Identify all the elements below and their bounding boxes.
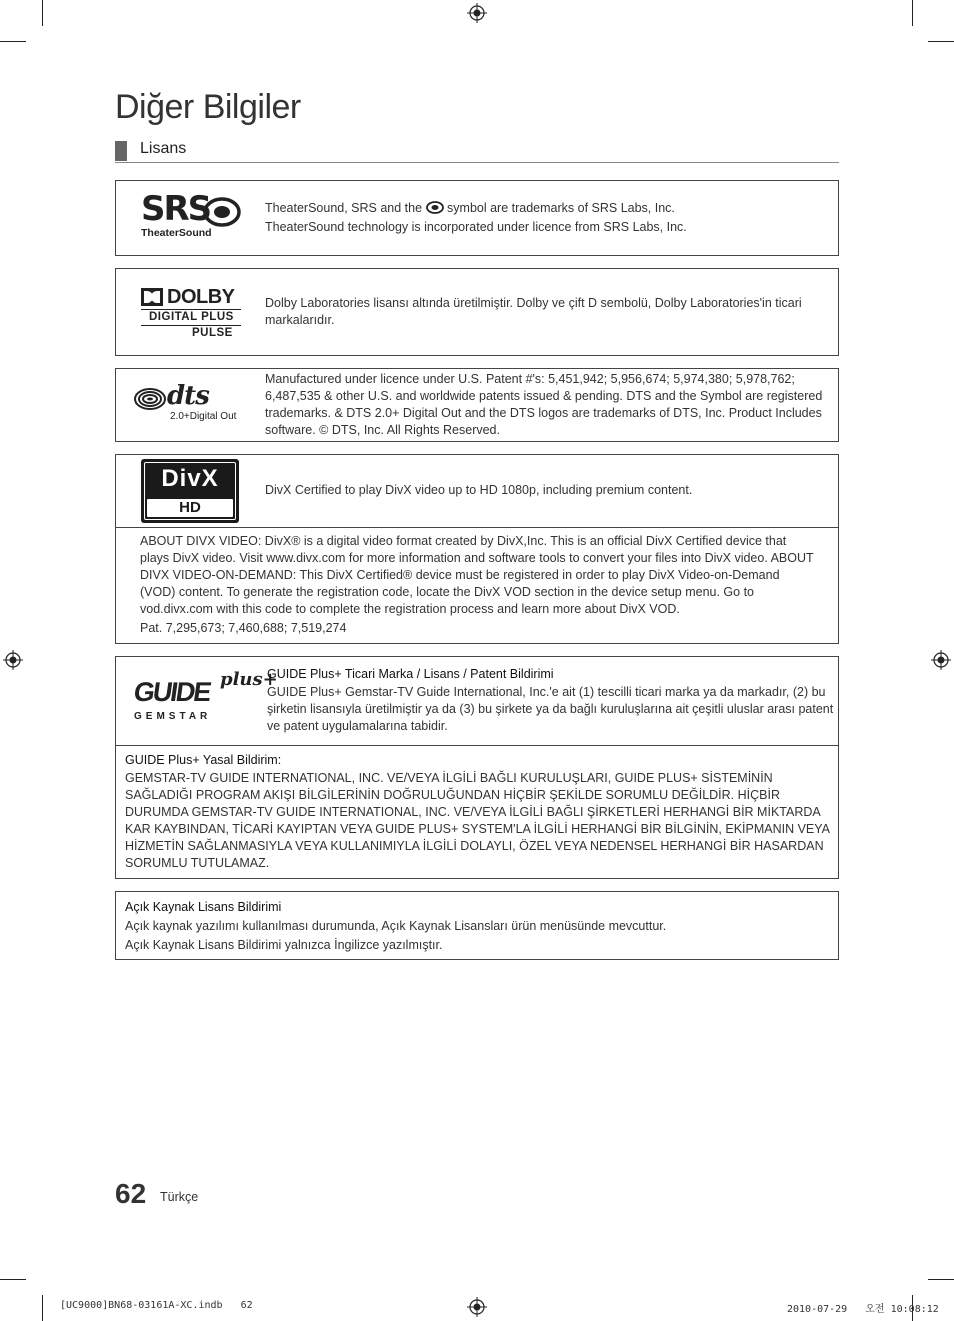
section-header xyxy=(115,140,839,163)
crop-mark xyxy=(0,41,26,42)
dolby-logo-line3: PULSE xyxy=(192,327,233,339)
srs-line2: TheaterSound technology is incorporated under licence from SRS Labs, Inc. xyxy=(265,220,687,234)
registration-mark-icon xyxy=(467,3,487,23)
print-slug-right: 2010-07-29 오전 10:08:12 xyxy=(787,1304,939,1315)
srs-line1-post: symbol are trademarks of SRS Labs, Inc. xyxy=(447,201,675,215)
guide-heading: GUIDE Plus+ Ticari Marka / Lisans / Patent Bildirimi xyxy=(267,667,554,681)
registration-mark-icon xyxy=(3,650,23,670)
guide-logo-plus: plus+ xyxy=(220,669,278,690)
open-source-line1: Açık kaynak yazılımı kullanılması durumunda, Açık Kaynak Lisansları ürün menüsünde mevcuttur. xyxy=(125,919,667,933)
dolby-logo-line2: DIGITAL PLUS xyxy=(149,311,234,323)
crop-mark xyxy=(42,0,43,26)
dts-logo xyxy=(134,383,244,425)
guide-text: GUIDE Plus+ Gemstar-TV Guide International, Inc.'e ait (1) tescilli ticari marka ya da markadır, (2) bu şirketin lisansıyla üretilmiştir ya da (3) bu şirkete ya da bağlı kuruluşlarına ait çeşitli uluslar arası patent ve patent uygulamalarına tabidir. xyxy=(267,685,834,733)
srs-text xyxy=(265,200,825,236)
crop-mark xyxy=(0,1279,26,1280)
open-source-line2: Açık Kaynak Lisans Bildirimi yalnızca İngilizce yazılmıştır. xyxy=(125,938,443,952)
dolby-license-box xyxy=(115,268,839,356)
divx-top-text: DivX Certified to play DivX video up to HD 1080p, including premium content. xyxy=(265,483,693,497)
page-title: Diğer Bilgiler xyxy=(115,88,301,126)
dolby-text: Dolby Laboratories lisansı altında üretilmiştir. Dolby ve çift D sembolü, Dolby Laboratories'in ticari markalarıdır. xyxy=(265,296,802,327)
divx-patents-text: Pat. 7,295,673; 7,460,688; 7,519,274 xyxy=(140,621,347,635)
crop-mark xyxy=(928,41,954,42)
dts-text: Manufactured under licence under U.S. Patent #'s: 5,451,942; 5,956,674; 5,974,380; 5,978,762; 6,487,535 & other U.S. and worldwide patents issued & pending. DTS and the Symbol are registered trademarks. & DTS 2.0+ Digital Out and the DTS logos are trademarks of DTS, Inc. Product Includes software. © DTS, Inc. All Rights Reserved. xyxy=(265,372,823,437)
page-language: Türkçe xyxy=(160,1190,199,1204)
crop-mark xyxy=(42,1295,43,1321)
srs-license-box xyxy=(115,180,839,256)
open-source-heading: Açık Kaynak Lisans Bildirimi xyxy=(125,900,282,914)
srs-circle-icon xyxy=(203,197,241,227)
crop-mark xyxy=(928,1279,954,1280)
open-source-text-block xyxy=(125,898,831,955)
srs-logo xyxy=(141,189,251,241)
guide-plus-logo xyxy=(131,669,278,727)
guide-legal-text: GEMSTAR-TV GUIDE INTERNATIONAL, INC. VE/VEYA İLGİLİ BAĞLI KURULUŞLARI, GUIDE PLUS+ SİSTEMİNİN SAĞLADIĞI PROGRAM AKIŞI BİLGİLERİNİN DOĞRULUĞUNDAN HİÇBİR ŞEKİLDE SORUMLU DEĞİLDİR. HİÇBİR DURUMDA GEMSTAR-TV GUIDE INTERNATIONAL, INC. VE/VEYA İLGİLİ BAĞLI ŞİRKETLERİ HERHANGİ BİR MİKTARDA KAR KAYBINDAN, TİCARİ KAYIPTAN VEYA GUIDE PLUS+ SYSTEM'LA İLGİLİ HERHANGİ BİR BİLGİNİN, EKİPMANIN VEYA HİZMETİN SAĞLANMASIYLA VEYA KULLANIMIYLA İLGİLİ DOLAYLI, ÖZEL VEYA NEDENSEL HERHANGİ BİR HASARDAN SORUMLU TUTULAMAZ. xyxy=(125,771,830,870)
divx-logo-sub: HD xyxy=(179,499,201,516)
crop-mark xyxy=(912,0,913,26)
guide-divider xyxy=(116,745,838,746)
divx-divider xyxy=(116,527,838,528)
dolby-logo xyxy=(141,286,243,340)
dts-logo-text: dts xyxy=(167,381,209,411)
section-marker xyxy=(115,141,127,161)
dolby-logo-text: DOLBY xyxy=(167,286,235,308)
dts-disc-icon xyxy=(134,387,166,411)
srs-logo-text: SRS xyxy=(141,189,211,229)
section-title: Lisans xyxy=(140,140,187,157)
guide-text-block xyxy=(267,666,839,735)
dolby-line xyxy=(141,325,241,326)
dts-logo-sub: 2.0+Digital Out xyxy=(170,411,237,422)
srs-symbol-icon xyxy=(426,201,444,214)
dolby-line xyxy=(141,309,241,310)
divx-about-text: ABOUT DIVX VIDEO: DivX® is a digital video format created by DivX,Inc. This is an official DivX Certified device that plays DivX video. Visit www.divx.com for more information and software tools to convert your files into DivX video. ABOUT DIVX VIDEO-ON-DEMAND: This DivX Certified® device must be registered in order to play DivX Video-on-Demand (VOD) content. To generate the registration code, locate the DivX VOD section in the device setup menu. Go to vod.divx.com with this code to complete the registration process and learn more about DivX VOD. xyxy=(140,534,814,616)
guide-logo-sub: GEMSTAR xyxy=(134,711,212,722)
dolby-double-d-icon xyxy=(141,288,163,306)
srs-logo-sub: TheaterSound xyxy=(141,227,212,239)
divx-logo xyxy=(141,459,239,523)
print-slug-left: [UC9000]BN68-03161A-XC.indb 62 xyxy=(60,1300,253,1311)
registration-mark-icon xyxy=(467,1297,487,1317)
registration-mark-icon xyxy=(931,650,951,670)
guide-legal-block xyxy=(125,752,831,872)
divx-license-box xyxy=(115,454,839,644)
guide-legal-heading: GUIDE Plus+ Yasal Bildirim: xyxy=(125,753,282,767)
guide-logo-text: GUIDE xyxy=(131,677,212,707)
page-number: 62 xyxy=(115,1178,147,1209)
srs-line1-pre: TheaterSound, SRS and the xyxy=(265,201,423,215)
divx-logo-text: DivX xyxy=(161,465,219,492)
open-source-license-box xyxy=(115,891,839,960)
guide-plus-license-box xyxy=(115,656,839,879)
dts-license-box xyxy=(115,368,839,442)
